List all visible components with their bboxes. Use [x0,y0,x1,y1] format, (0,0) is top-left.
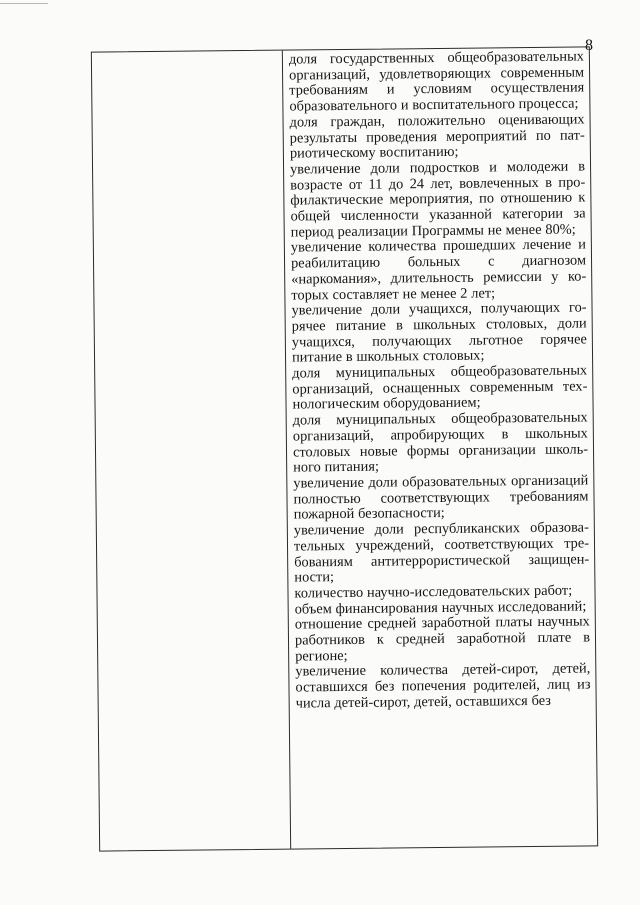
indicator-item: объем финансирования научных исследований; [294,598,587,618]
scan-edge-line [0,3,48,4]
indicator-item: увеличение доли республиканских образовательных учреждений, соответствующих требованиям антитеррористической защищенности; [293,519,590,586]
indicator-item: доля муниципальных общеобразовательных организаций, апробирующих в школьных столовых новые формы организации школьного питания; [292,409,589,476]
indicator-item: доля граждан, положительно оценивающих результаты проведения мероприятий по патриотическому воспитанию; [289,111,585,162]
table-right-cell [283,47,597,848]
page-number: 8 [585,37,593,54]
indicator-item: увеличение доли подростков и молодежи в возрасте от 11 до 24 лет, вовлеченных в профилактические мероприятия, по отношению к общей численности указанной категории за период реализации Программы не менее 80%; [289,158,586,241]
indicator-item: доля государственных общеобразовательных организаций, удовлетворяющих современным требованиям и условиям осуществления образовательного и воспитательного процесса; [288,48,585,115]
table-left-cell [92,51,291,851]
indicator-item: увеличение количества детей-сирот, детей, оставшихся без попечения родителей, лиц из числа детей-сирот, детей, оставшихся без [295,660,591,712]
indicator-item: отношение средней заработной платы научных работников к средней заработной плате в регионе; [294,613,591,665]
program-indicators-table [91,46,598,851]
indicator-item: количество научно-исследовательских работ; [294,582,573,602]
indicator-item: доля муниципальных общеобразовательных организаций, оснащенных современным технологическим оборудованием; [292,362,588,414]
indicator-item: увеличение доли образовательных организаций полностью соответствующих требованиям пожарной безопасности; [293,472,589,523]
indicator-item: увеличение доли учащихся, получающих горячее питание в школьных столовых, доли учащихся, получающих льготное горячее питание в школьных столовых; [291,299,587,366]
indicator-item: увеличение количества прошедших лечение и реабилитацию больных с диагнозом «наркомания», длительность ремиссии у которых составляет не менее 2 лет; [290,236,587,304]
